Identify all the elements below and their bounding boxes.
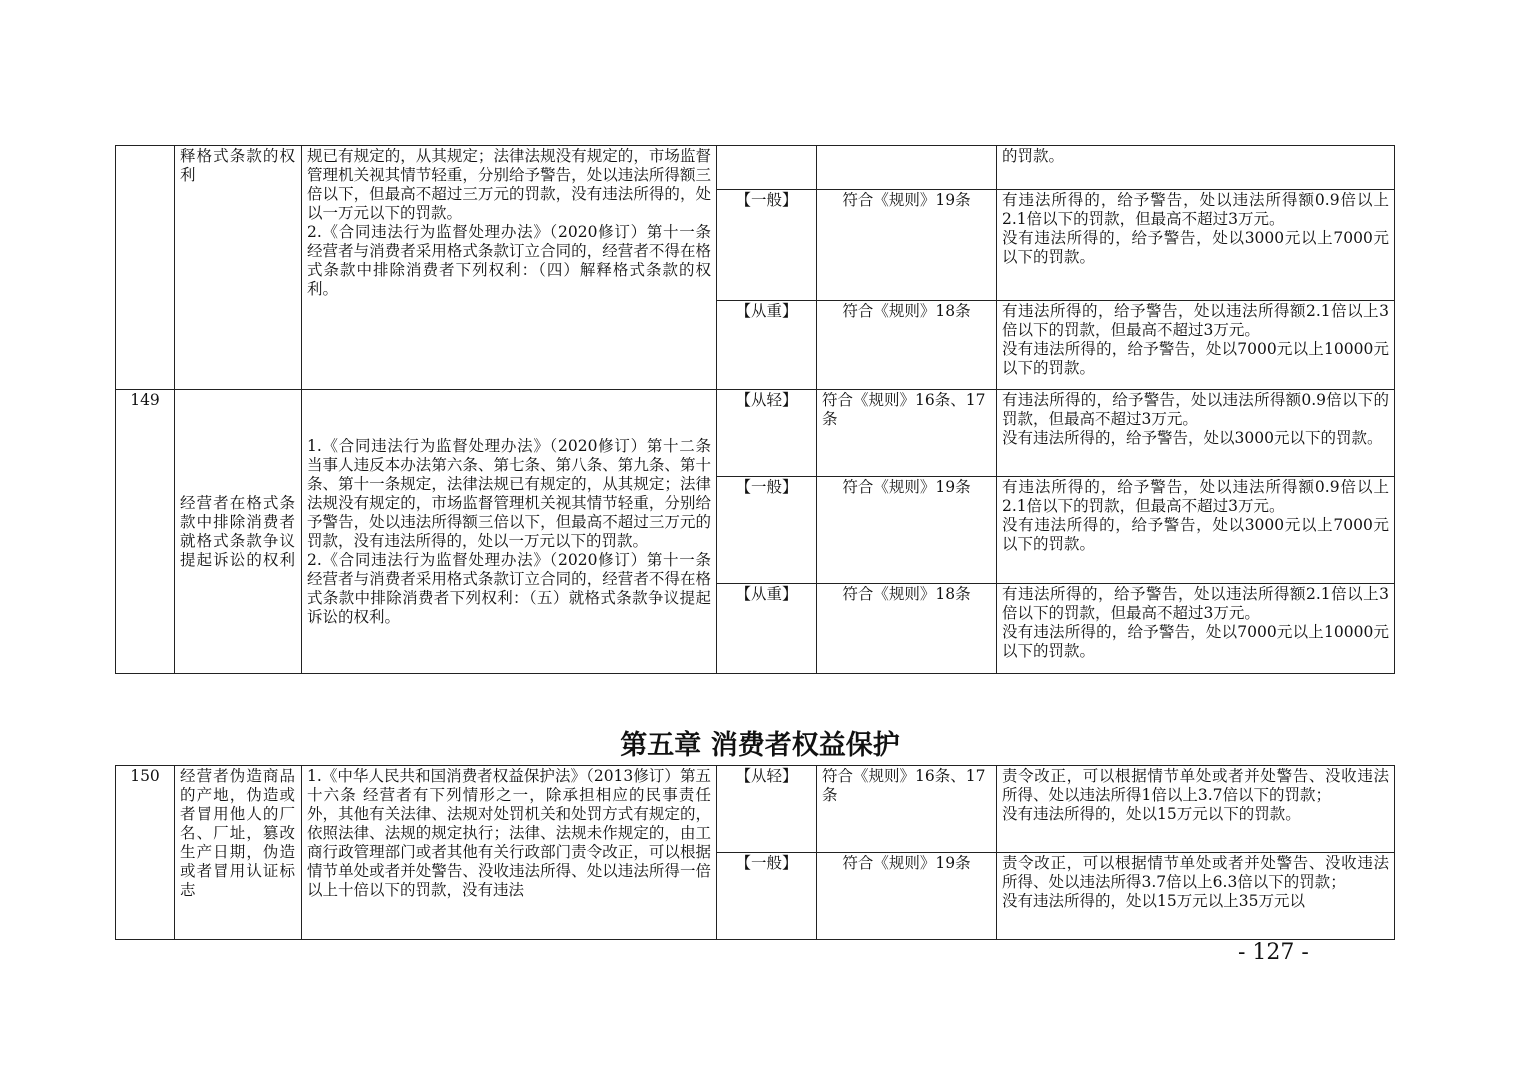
legal-basis-cell: 规已有规定的，从其规定；法律法规没有规定的，市场监督管理机关视其情节轻重，分别给予警告，处以违法所得额三倍以下，但最高不超过三万元的罚款，没有违法所得的，处以一万元以下的罚款。 2.《合同违法行为监督处理办法》（2020修订）第十一条 经营者与消费者采用格式条款订立合同的，经营者不得在格式条款中排除消费者下列权利：（四）解释格式条款的权利。 (302, 146, 717, 390)
table-row (116, 390, 1395, 477)
penalty-cell: 有违法所得的，给予警告，处以违法所得额0.9倍以上2.1倍以下的罚款，但最高不超过3万元。 没有违法所得的，给予警告，处以3000元以上7000元以下的罚款。 (997, 190, 1395, 301)
penalty-cell: 责令改正，可以根据情节单处或者并处警告、没收违法所得、处以违法所得1倍以上3.7倍以下的罚款； 没有违法所得的，处以15万元以下的罚款。 (997, 766, 1395, 853)
penalty-cell: 有违法所得的，给予警告，处以违法所得额2.1倍以上3倍以下的罚款，但最高不超过3万元。 没有违法所得的，给予警告，处以7000元以上10000元以下的罚款。 (997, 301, 1395, 390)
level-cell: 【一般】 (717, 190, 817, 301)
level-cell: 【从重】 (717, 301, 817, 390)
rule-ref-cell: 符合《规则》19条 (817, 477, 997, 584)
penalty-table-bottom (115, 765, 1395, 940)
rule-ref-cell: 符合《规则》18条 (817, 584, 997, 674)
penalty-cell: 责令改正，可以根据情节单处或者并处警告、没收违法所得、处以违法所得3.7倍以上6.3倍以下的罚款； 没有违法所得的，处以15万元以上35万元以 (997, 853, 1395, 940)
violation-item-cell: 经营者在格式条款中排除消费者就格式条款争议提起诉讼的权利 (175, 390, 302, 674)
level-cell: 【从轻】 (717, 390, 817, 477)
row-number-cell: 149 (116, 390, 175, 674)
rule-ref-cell: 符合《规则》16条、17条 (817, 390, 997, 477)
violation-item-cell: 经营者伪造商品的产地，伪造或者冒用他人的厂名、厂址，篡改生产日期，伪造或者冒用认证标志 (175, 766, 302, 940)
penalty-cell: 有违法所得的，给予警告，处以违法所得额0.9倍以下的罚款，但最高不超过3万元。 没有违法所得的，给予警告，处以3000元以下的罚款。 (997, 390, 1395, 477)
level-cell: 【从重】 (717, 584, 817, 674)
chapter-title: 第五章 消费者权益保护 (620, 730, 900, 761)
penalty-cell: 有违法所得的，给予警告，处以违法所得额0.9倍以上2.1倍以下的罚款，但最高不超过3万元。 没有违法所得的，给予警告，处以3000元以上7000元以下的罚款。 (997, 477, 1395, 584)
row-number-cell (116, 146, 175, 390)
penalty-cell: 有违法所得的，给予警告，处以违法所得额2.1倍以上3倍以下的罚款，但最高不超过3万元。 没有违法所得的，给予警告，处以7000元以上10000元以下的罚款。 (997, 584, 1395, 674)
level-cell (717, 146, 817, 190)
rule-ref-cell: 符合《规则》16条、17条 (817, 766, 997, 853)
penalty-cell: 的罚款。 (997, 146, 1395, 190)
rule-ref-cell: 符合《规则》19条 (817, 190, 997, 301)
rule-ref-cell (817, 146, 997, 190)
table-row (116, 766, 1395, 853)
rule-ref-cell: 符合《规则》19条 (817, 853, 997, 940)
penalty-table-top (115, 145, 1395, 674)
legal-basis-cell: 1.《合同违法行为监督处理办法》（2020修订）第十二条 当事人违反本办法第六条、第七条、第八条、第九条、第十条、第十一条规定，法律法规已有规定的，从其规定；法律法规没有规定的，市场监督管理机关视其情节轻重，分别给予警告，处以违法所得额三倍以下，但最高不超过三万元的罚款，没有违法所得的，处以一万元以下的罚款。 2.《合同违法行为监督处理办法》（2020修订）第十一条 经营者与消费者采用格式条款订立合同的，经营者不得在格式条款中排除消费者下列权利：（五）就格式条款争议提起诉讼的权利。 (302, 390, 717, 674)
rule-ref-cell: 符合《规则》18条 (817, 301, 997, 390)
level-cell: 【一般】 (717, 853, 817, 940)
level-cell: 【从轻】 (717, 766, 817, 853)
level-cell: 【一般】 (717, 477, 817, 584)
table-row (116, 146, 1395, 190)
row-number-cell: 150 (116, 766, 175, 940)
legal-basis-cell: 1.《中华人民共和国消费者权益保护法》（2013修订）第五十六条 经营者有下列情形之一，除承担相应的民事责任外，其他有关法律、法规对处罚机关和处罚方式有规定的，依照法律、法规的规定执行；法律、法规未作规定的，由工商行政管理部门或者其他有关行政部门责令改正，可以根据情节单处或者并处警告、没收违法所得、处以违法所得一倍以上十倍以下的罚款，没有违法 (302, 766, 717, 940)
page-number: - 127 - (1238, 940, 1309, 965)
violation-item-cell: 释格式条款的权利 (175, 146, 302, 390)
